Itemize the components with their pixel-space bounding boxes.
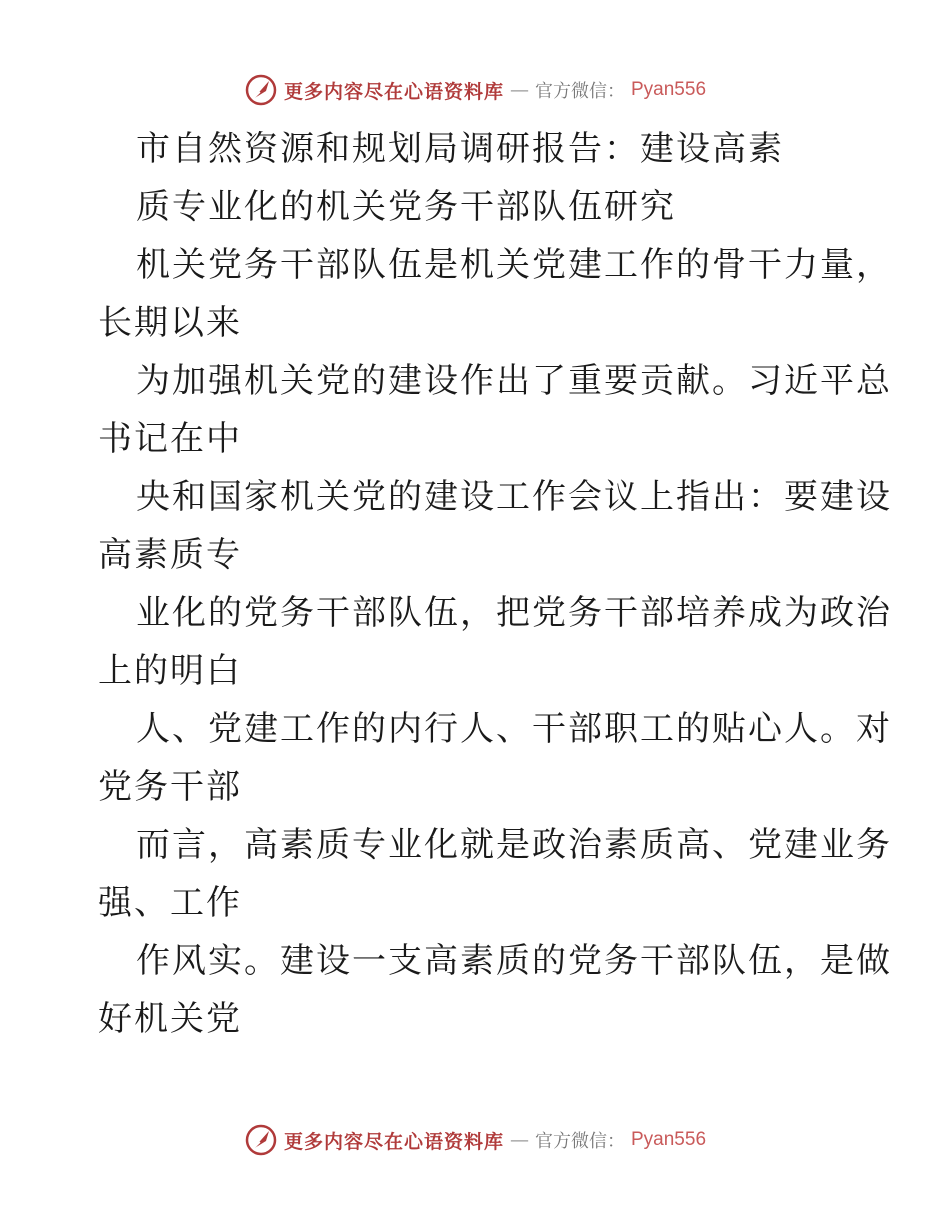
text-line: 党务干部 [98, 767, 242, 807]
text-line: 作风实。建设一支高素质的党务干部队伍，是做 [136, 941, 892, 981]
wechat-label: 官方微信： [535, 1131, 625, 1152]
banner-title: 更多内容尽在心语资料库 [283, 1130, 504, 1153]
wechat-id: Pyan556 [631, 1129, 707, 1150]
text-line: 书记在中 [98, 419, 242, 459]
text-line: 央和国家机关党的建设工作会议上指出：要建设 [136, 477, 892, 517]
text-line: 人、党建工作的内行人、干部职工的贴心人。对 [136, 709, 892, 749]
banner-dash: — [510, 79, 529, 101]
document-body [98, 120, 892, 1048]
banner-title: 更多内容尽在心语资料库 [283, 80, 504, 103]
banner-dash: — [510, 1129, 529, 1151]
wechat-label: 官方微信： [535, 81, 625, 102]
text-line: 市自然资源和规划局调研报告：建设高素 [136, 129, 784, 169]
text-line: 强、工作 [98, 883, 242, 923]
header-banner [0, 70, 950, 110]
text-line: 为加强机关党的建设作出了重要贡献。习近平总 [136, 361, 892, 401]
text-line: 高素质专 [98, 535, 242, 575]
footer-banner [0, 1120, 950, 1160]
text-line: 质专业化的机关党务干部队伍研究 [136, 187, 676, 227]
text-line: 好机关党 [98, 999, 242, 1039]
wechat-id: Pyan556 [631, 79, 707, 100]
quill-pen-logo-icon [244, 73, 278, 107]
text-line: 长期以来 [98, 303, 242, 343]
text-line: 业化的党务干部队伍，把党务干部培养成为政治 [136, 593, 892, 633]
quill-pen-logo-icon [244, 1123, 278, 1157]
text-line: 而言，高素质专业化就是政治素质高、党建业务 [136, 825, 892, 865]
text-line: 上的明白 [98, 651, 242, 691]
text-line: 机关党务干部队伍是机关党建工作的骨干力量， [136, 245, 892, 285]
